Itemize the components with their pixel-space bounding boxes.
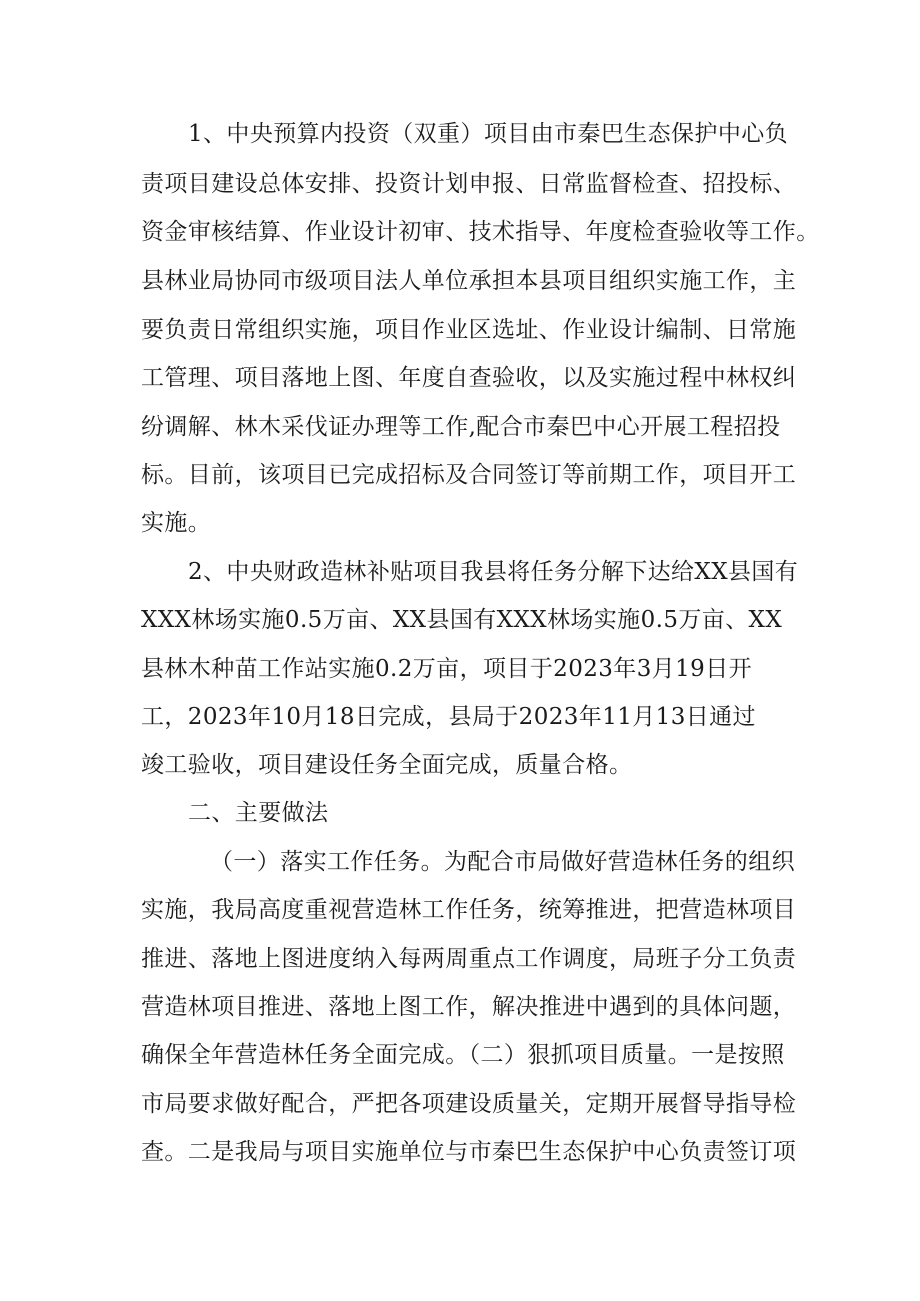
paragraph-3-line-6: 市局要求做好配合，严把各项建设质量关，定期开展督导指导检 (141, 1091, 797, 1117)
paragraph-1-line-6: 工管理、项目落地上图、年度自查验收，以及实施过程中林权纠 (141, 365, 797, 391)
paragraph-1-line-2: 责项目建设总体安排、投资计划申报、日常监督检查、招投标、 (141, 171, 797, 197)
paragraph-2-line-3: 县林木种苗工作站实施0.2万亩，项目于2023年3月19日开 (141, 656, 753, 682)
paragraph-1-line-5: 要负责日常组织实施，项目作业区选址、作业设计编制、日常施 (141, 317, 797, 343)
paragraph-3-line-4: 营造林项目推进、落地上图工作，解决推进中遇到的具体问题， (141, 994, 797, 1020)
paragraph-1-line-9: 实施。 (141, 510, 212, 536)
paragraph-3-line-3: 推进、落地上图进度纳入每两周重点工作调度，局班子分工负责 (141, 946, 797, 972)
paragraph-1-line-4: 县林业局协同市级项目法人单位承担本县项目组织实施工作，主 (141, 268, 797, 294)
section-heading: 二、主要做法 (188, 800, 329, 826)
paragraph-2-line-2: XXX林场实施0.5万亩、XX县国有XXX林场实施0.5万亩、XX (141, 607, 783, 633)
paragraph-2-line-1: 2、中央财政造林补贴项目我县将任务分解下达给XX县国有 (188, 559, 799, 585)
paragraph-1-line-3: 资金审核结算、作业设计初审、技术指导、年度检查验收等工作。 (141, 219, 820, 245)
paragraph-1-line-8: 标。目前，该项目已完成招标及合同签订等前期工作，项目开工 (141, 462, 797, 488)
paragraph-3-line-1: （一）落实工作任务。为配合市局做好营造林任务的组织 (210, 849, 795, 875)
paragraph-3-line-7: 查。二是我局与项目实施单位与市秦巴生态保护中心负责签订项 (141, 1139, 797, 1165)
paragraph-1-line-7: 纷调解、林木采伐证办理等工作,配合市秦巴中心开展工程招投 (141, 414, 781, 440)
paragraph-3-line-2: 实施，我局高度重视营造林工作任务，统筹推进，把营造林项目 (141, 897, 797, 923)
paragraph-2-line-4: 工，2023年10月18日完成，县局于2023年11月13日通过 (141, 704, 756, 730)
paragraph-1-line-1: 1、中央预算内投资（双重）项目由市秦巴生态保护中心负 (188, 121, 789, 147)
paragraph-2-line-5: 竣工验收，项目建设任务全面完成，质量合格。 (141, 752, 633, 778)
paragraph-3-line-5: 确保全年营造林任务全面完成。（二）狠抓项目质量。一是按照 (141, 1042, 785, 1068)
